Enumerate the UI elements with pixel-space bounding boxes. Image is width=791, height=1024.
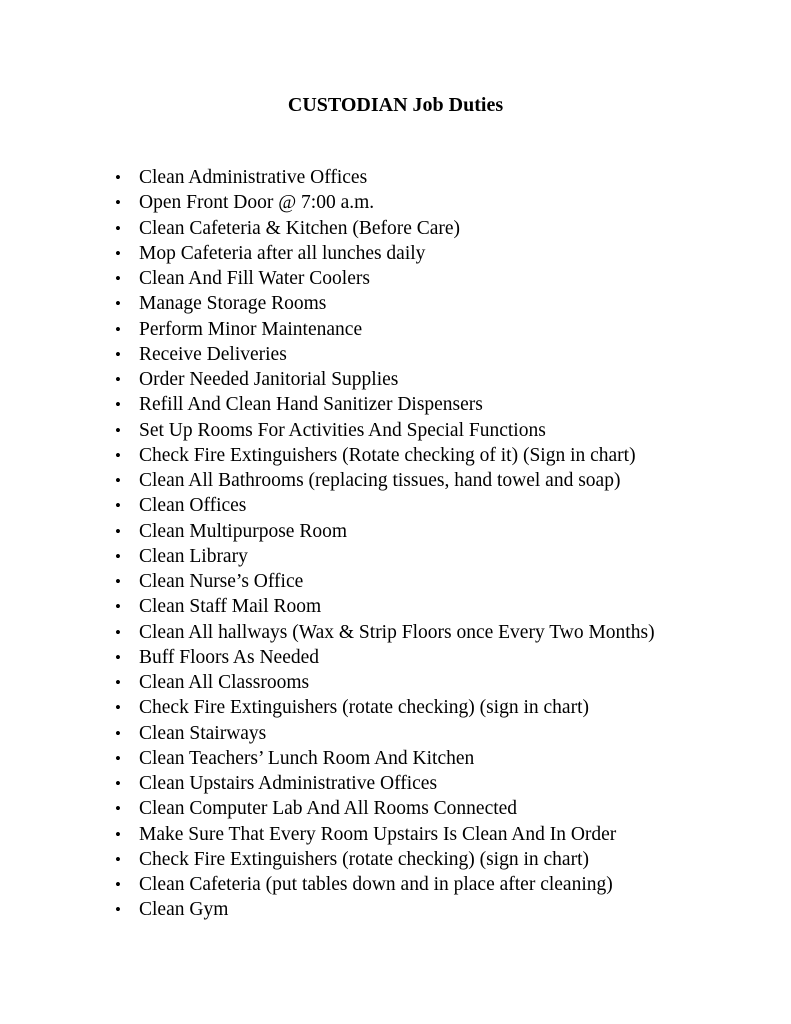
duty-text: Clean All Classrooms bbox=[139, 672, 310, 693]
page-title: CUSTODIAN Job Duties bbox=[287, 94, 504, 116]
duty-text: Clean Stairways bbox=[139, 722, 267, 744]
duty-text: Clean Administrative Offices bbox=[139, 167, 368, 188]
bullet-icon: • bbox=[115, 521, 121, 541]
bullet-icon: • bbox=[115, 849, 121, 869]
duty-text: Receive Deliveries bbox=[139, 343, 287, 365]
bullet-icon: • bbox=[115, 597, 121, 617]
duty-text: Mop Cafeteria after all lunches daily bbox=[139, 242, 426, 264]
duty-text: Open Front Door @ 7:00 a.m. bbox=[139, 192, 375, 214]
bullet-icon: • bbox=[115, 344, 121, 364]
duty-text: Manage Storage Rooms bbox=[139, 293, 327, 315]
bullet-icon: • bbox=[115, 875, 121, 894]
bullet-icon: • bbox=[115, 572, 121, 591]
bullet-icon: • bbox=[115, 370, 121, 389]
bullet-icon: • bbox=[115, 496, 121, 516]
duty-text: Clean Library bbox=[139, 545, 248, 567]
duty-text: Order Needed Janitorial Supplies bbox=[139, 369, 399, 390]
duty-text: Clean Offices bbox=[139, 495, 247, 517]
duty-text: Clean Teachers’ Lunch Room And Kitchen bbox=[139, 747, 475, 769]
bullet-icon: • bbox=[115, 471, 121, 490]
bullet-icon: • bbox=[115, 269, 121, 288]
bullet-icon: • bbox=[115, 445, 121, 465]
bullet-icon: • bbox=[115, 319, 121, 339]
duty-text: Clean Gym bbox=[139, 899, 229, 921]
bullet-icon: • bbox=[115, 647, 121, 667]
bullet-icon: • bbox=[115, 723, 121, 743]
duty-text: Refill And Clean Hand Sanitizer Dispensers bbox=[139, 394, 483, 416]
bullet-icon: • bbox=[115, 218, 121, 238]
bullet-icon: • bbox=[115, 698, 121, 718]
duty-text: Set Up Rooms For Activities And Special Functions bbox=[139, 419, 546, 441]
duty-text: Make Sure That Every Room Upstairs Is Clean And In Order bbox=[139, 823, 617, 845]
bullet-icon: • bbox=[115, 546, 121, 566]
duty-text: Clean Upstairs Administrative Offices bbox=[139, 773, 438, 794]
bullet-icon: • bbox=[115, 420, 121, 440]
bullet-icon: • bbox=[115, 193, 121, 213]
bullet-icon: • bbox=[115, 774, 121, 793]
bullet-icon: • bbox=[115, 294, 121, 314]
bullet-icon: • bbox=[115, 673, 121, 692]
duty-text: Perform Minor Maintenance bbox=[139, 318, 363, 340]
duty-text: Clean Computer Lab And All Rooms Connected bbox=[139, 798, 518, 820]
duty-text: Clean Cafeteria & Kitchen (Before Care) bbox=[139, 217, 461, 239]
bullet-icon: • bbox=[115, 900, 121, 920]
duty-text: Clean And Fill Water Coolers bbox=[139, 268, 370, 289]
bullet-icon: • bbox=[115, 243, 121, 263]
duty-text: Clean Multipurpose Room bbox=[139, 520, 347, 542]
duty-text: Buff Floors As Needed bbox=[139, 646, 320, 668]
bullet-icon: • bbox=[115, 395, 121, 415]
duty-text: Check Fire Extinguishers (rotate checking) (sign in chart) bbox=[139, 697, 589, 719]
duty-text: Clean Nurse’s Office bbox=[139, 571, 304, 592]
duty-text: Clean Staff Mail Room bbox=[139, 596, 322, 618]
bullet-icon: • bbox=[115, 824, 121, 844]
duty-text: Clean Cafeteria (put tables down and in place after cleaning) bbox=[139, 874, 613, 895]
duty-text: Clean All hallways (Wax & Strip Floors once Every Two Months) bbox=[139, 621, 655, 643]
duty-text: Check Fire Extinguishers (Rotate checking of it) (Sign in chart) bbox=[139, 444, 636, 466]
duty-text: Check Fire Extinguishers (rotate checking) (sign in chart) bbox=[139, 848, 589, 870]
bullet-icon: • bbox=[115, 622, 121, 642]
bullet-icon: • bbox=[115, 748, 121, 768]
bullet-icon: • bbox=[115, 168, 121, 187]
bullet-icon: • bbox=[115, 799, 121, 819]
duty-text: Clean All Bathrooms (replacing tissues, hand towel and soap) bbox=[139, 470, 621, 491]
